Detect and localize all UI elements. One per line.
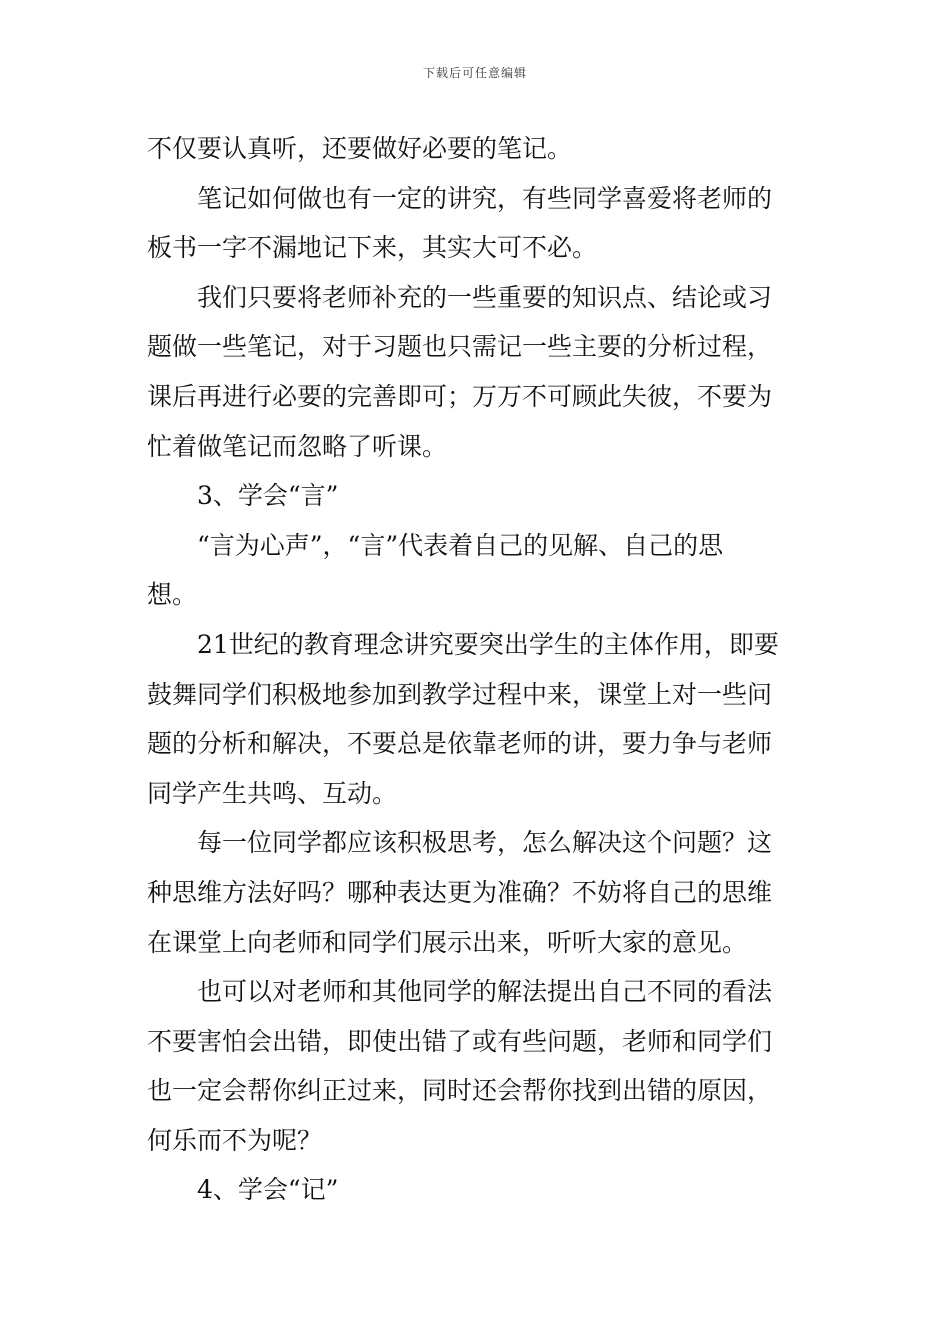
text-line: 我们只要将老师补充的一些重要的知识点、结论或习 xyxy=(197,282,773,312)
text-line: 每一位同学都应该积极思考，怎么解决这个问题？这 xyxy=(197,828,773,858)
text-line: 种思维方法好吗？哪种表达更为准确？不妨将自己的思维 xyxy=(147,877,773,907)
text-line: 21世纪的教育理念讲究要突出学生的主体作用，即要 xyxy=(197,629,779,659)
text-line: 题做一些笔记，对于习题也只需记一些主要的分析过程， xyxy=(147,332,773,362)
text-line: 忙着做笔记而忽略了听课。 xyxy=(147,431,448,461)
text-line: 题的分析和解决，不要总是依靠老师的讲，要力争与老师 xyxy=(147,729,773,759)
text-line: “言为心声”，“言”代表着自己的见解、自己的思 xyxy=(197,530,724,560)
text-line: 何乐而不为呢？ xyxy=(147,1125,323,1155)
text-line: 不仅要认真听，还要做好必要的笔记。 xyxy=(147,134,573,163)
section-heading: 4、学会“记” xyxy=(197,1175,339,1205)
page-header: 下载后可任意编辑 xyxy=(422,66,527,80)
text-line: 鼓舞同学们积极地参加到教学过程中来，课堂上对一些问 xyxy=(147,679,773,709)
text-line: 板书一字不漏地记下来，其实大可不必。 xyxy=(147,233,598,263)
text-line: 也一定会帮你纠正过来，同时还会帮你找到出错的原因， xyxy=(147,1076,773,1106)
section-heading: 3、学会“言” xyxy=(197,481,339,511)
text-line: 同学产生共鸣、互动。 xyxy=(147,778,398,808)
text-line: 也可以对老师和其他同学的解法提出自己不同的看法 xyxy=(197,977,773,1007)
text-line: 在课堂上向老师和同学们展示出来，听听大家的意见。 xyxy=(147,927,748,957)
text-line: 笔记如何做也有一定的讲究，有些同学喜爱将老师的 xyxy=(197,183,773,213)
document-body xyxy=(147,124,809,1215)
text-line: 想。 xyxy=(147,580,198,610)
text-line: 课后再进行必要的完善即可；万万不可顾此失彼，不要为 xyxy=(147,381,773,411)
text-line: 不要害怕会出错，即使出错了或有些问题，老师和同学们 xyxy=(147,1026,773,1056)
